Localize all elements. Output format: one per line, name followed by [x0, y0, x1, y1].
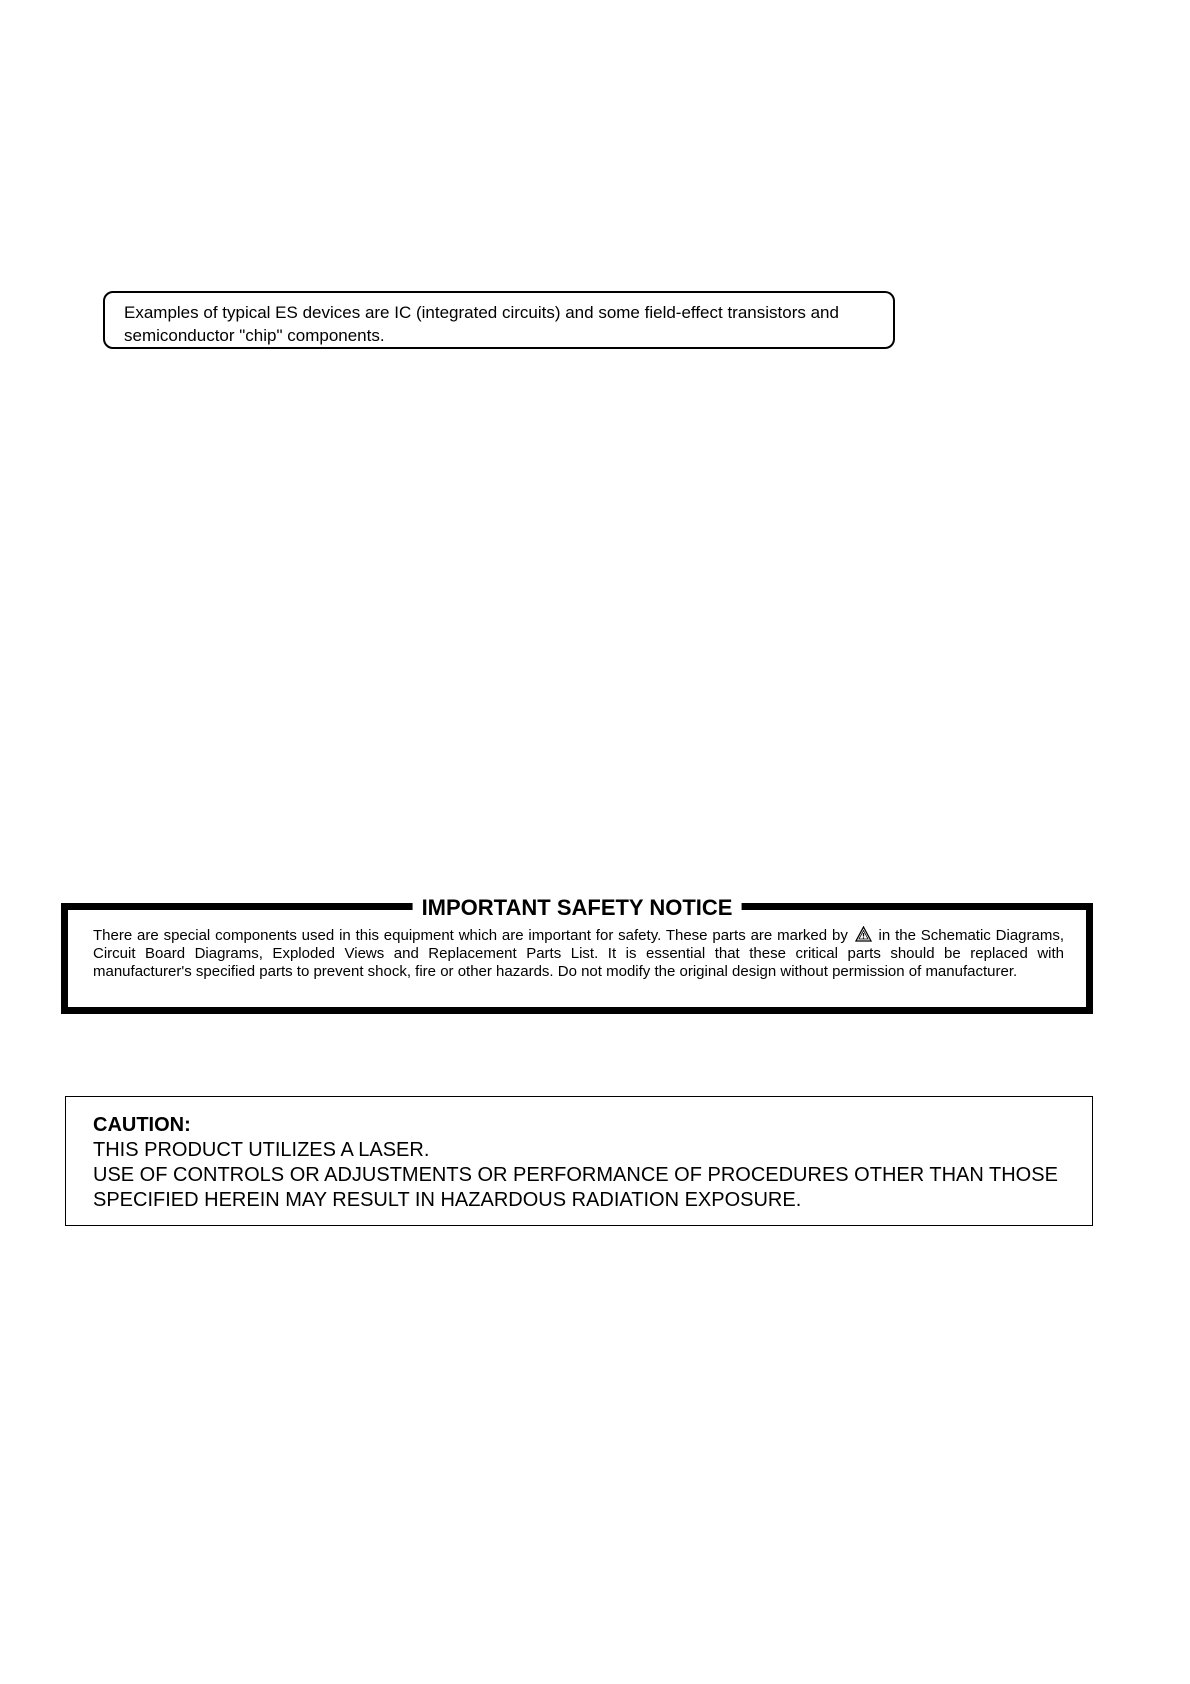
- es-devices-note-box: [103, 291, 895, 349]
- es-note-line-1: Examples of typical ES devices are IC (integrated circuits) and some field-effect transistors and: [124, 303, 839, 322]
- caution-line-1: THIS PRODUCT UTILIZES A LASER.: [93, 1139, 430, 1161]
- safety-notice-text-before-icon: There are special components used in this equipment which are important for safety. These parts are marked by: [93, 927, 848, 944]
- safety-notice-text-after-icon: in the Schematic Diagrams, Circuit Board Diagrams, Exploded Views and Replacement Parts List. It is essential that these critical parts should be replaced with manufacturer's specified parts to prevent shock, fire or other hazards. Do not modify the original design without permission of manufacturer.: [93, 927, 1065, 980]
- safety-notice-body: [93, 926, 1064, 981]
- important-safety-notice-box: [61, 895, 1093, 1014]
- laser-caution-box: [65, 1096, 1093, 1226]
- warning-triangle-icon: [855, 926, 872, 942]
- es-note-line-2: semiconductor "chip" components.: [124, 326, 385, 345]
- caution-line-3: SPECIFIED HEREIN MAY RESULT IN HAZARDOUS RADIATION EXPOSURE.: [93, 1189, 802, 1211]
- caution-line-2: USE OF CONTROLS OR ADJUSTMENTS OR PERFORMANCE OF PROCEDURES OTHER THAN THOSE: [93, 1164, 1058, 1186]
- caution-title: CAUTION:: [93, 1114, 191, 1136]
- safety-notice-title: IMPORTANT SAFETY NOTICE: [413, 896, 742, 920]
